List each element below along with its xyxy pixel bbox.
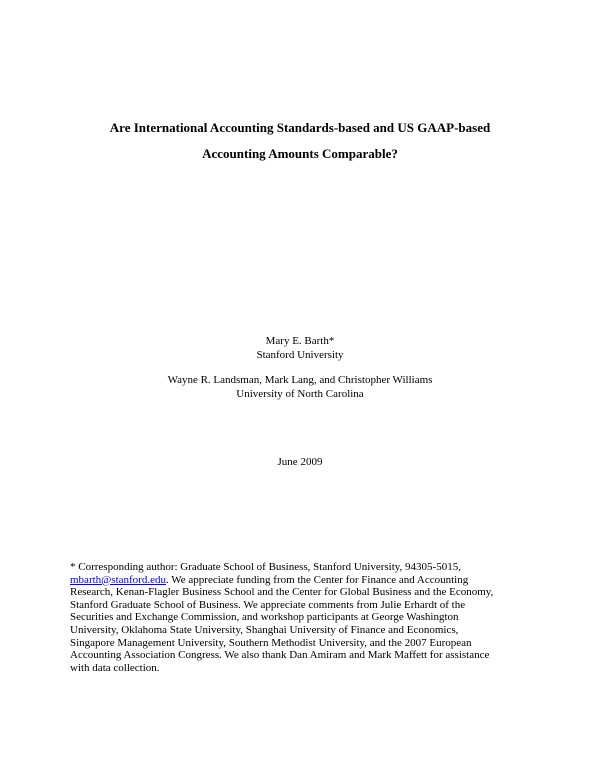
paper-date: June 2009 <box>277 456 323 468</box>
footnote-line: with data collection. <box>70 661 160 674</box>
paper-title-line-1: Are International Accounting Standards-based and US GAAP-based <box>109 120 491 135</box>
author-email-link[interactable]: mbarth@stanford.edu <box>70 573 166 586</box>
footnote-line: Accounting Association Congress. We also thank Dan Amiram and Mark Maffett for assistance <box>70 649 490 662</box>
author-affiliation: University of North Carolina <box>236 388 364 400</box>
footnote-text: . We appreciate funding from the Center for Finance and Accounting <box>165 573 469 586</box>
corresponding-author-footnote <box>70 561 540 674</box>
footnote-line <box>70 574 540 587</box>
author-affiliation: Stanford University <box>256 349 344 361</box>
author-group-1 <box>40 334 560 362</box>
footnote-line: University, Oklahoma State University, Shanghai University of Finance and Economics, <box>70 623 459 636</box>
author-names: Wayne R. Landsman, Mark Lang, and Christopher Williams <box>167 374 433 386</box>
paper-title-line-2: Accounting Amounts Comparable? <box>202 146 398 161</box>
author-group-2 <box>40 373 560 401</box>
footnote-line: Research, Kenan-Flagler Business School and the Center for Global Business and the Economy, <box>70 586 494 599</box>
footnote-line: Securities and Exchange Commission, and workshop participants at George Washington <box>70 611 459 624</box>
author-names: Mary E. Barth* <box>265 335 335 347</box>
footnote-line: * Corresponding author: Graduate School of Business, Stanford University, 94305-5015, <box>70 561 461 573</box>
footnote-line: Singapore Management University, Southern Methodist University, and the 2007 European <box>70 636 472 649</box>
footnote-line: Stanford Graduate School of Business. We appreciate comments from Julie Erhardt of the <box>70 598 466 611</box>
